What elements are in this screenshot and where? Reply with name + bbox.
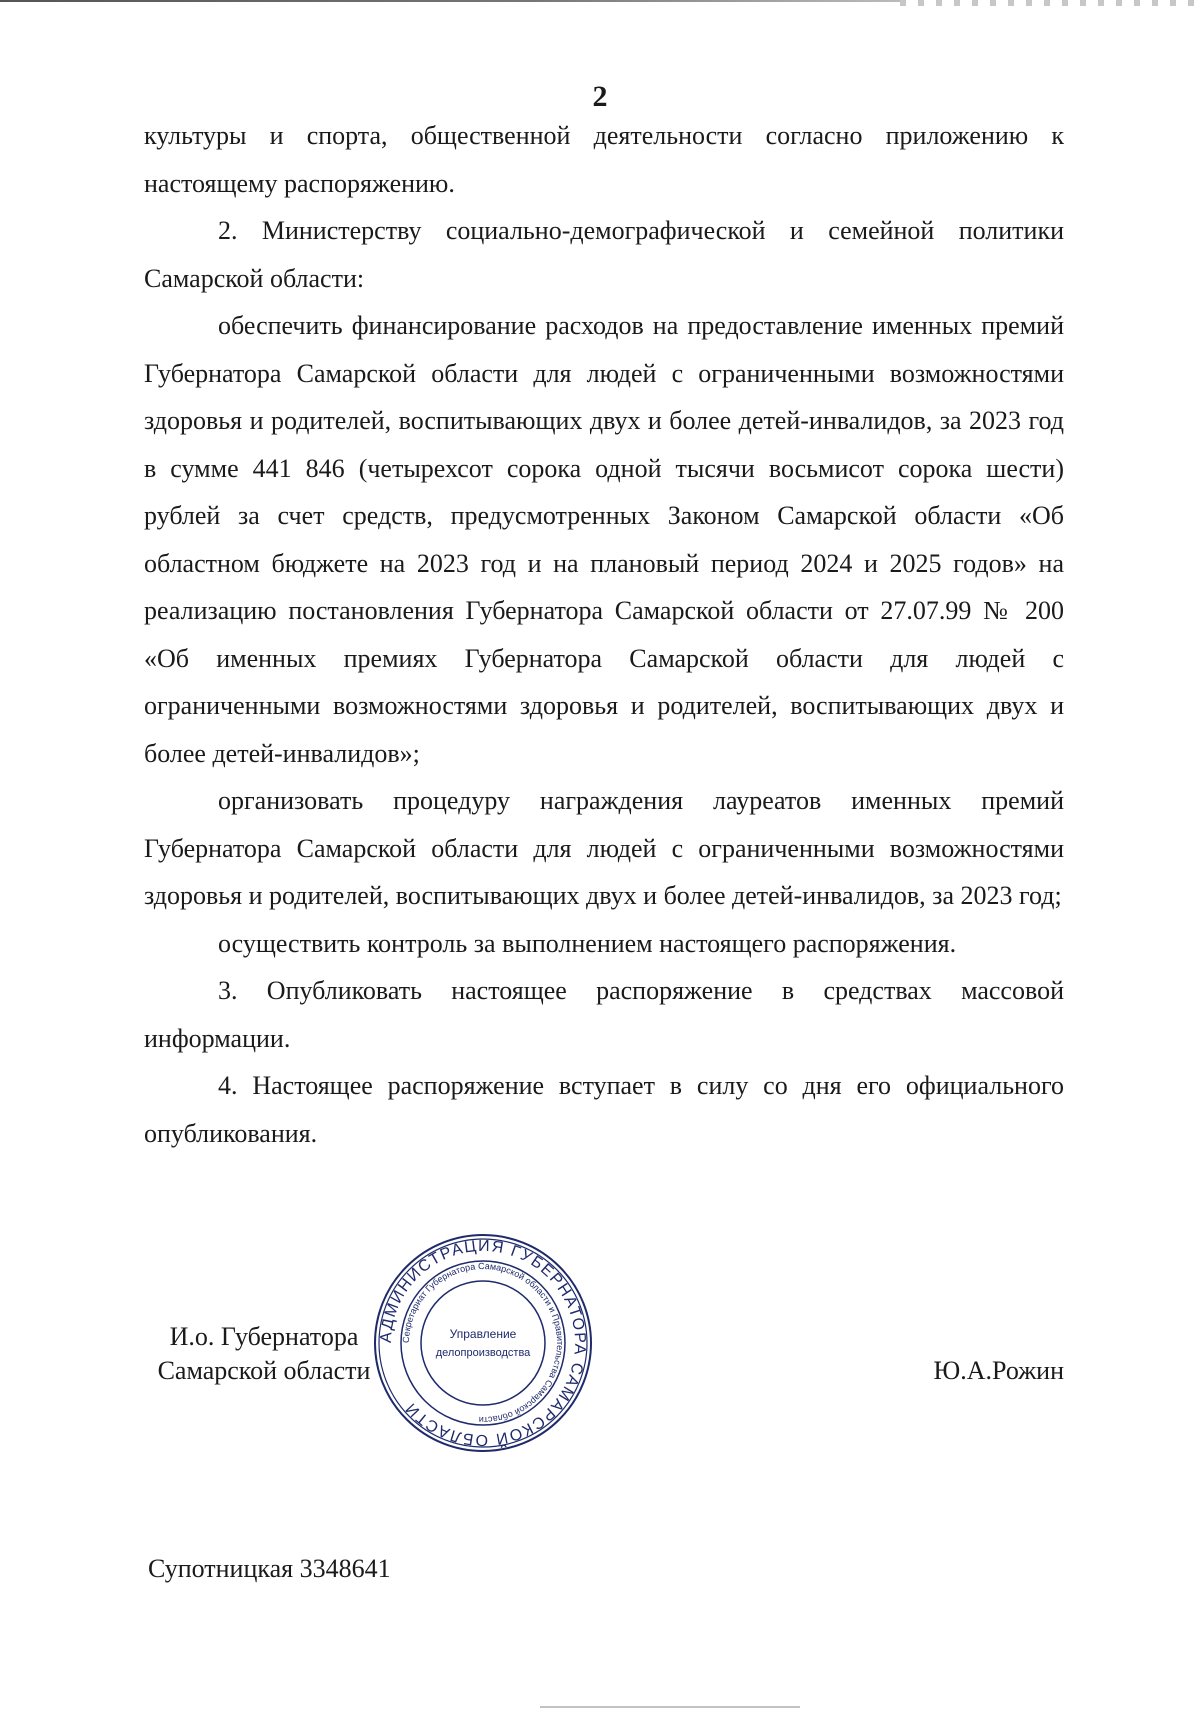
executor-info: Супотницкая 3348641 <box>148 1554 391 1583</box>
scan-specks <box>900 0 1200 6</box>
paragraph-continuation: культуры и спорта, общественной деятельности согласно приложению к настоящему распоряжению. <box>144 121 1064 198</box>
paragraph-control: осуществить контроль за выполнением настоящего распоряжения. <box>218 928 957 958</box>
signature-block <box>144 1320 1064 1400</box>
paragraph-item-3: 3. Опубликовать настоящее распоряжение в средствах массовой информации. <box>144 976 1064 1053</box>
scan-edge-bottom <box>540 1706 800 1708</box>
scan-edge-top <box>0 0 900 2</box>
stamp-center-line2: делопроизводства <box>435 1347 531 1359</box>
signatory-title-line1: И.о. Губернатора <box>169 1322 359 1351</box>
stamp-outer-text: АДМИНИСТРАЦИЯ ГУБЕРНАТОРА САМАРСКОЙ ОБЛАСТИ <box>377 1237 589 1449</box>
stamp-inner-ring <box>421 1281 545 1405</box>
stamp-inner-text: Секретариат Губернатора Самарской области и Правительства Самарской области <box>400 1260 566 1426</box>
page-number: 2 <box>592 80 608 113</box>
document-body <box>144 112 1064 1157</box>
signatory-name: Ю.А.Рожин <box>933 1356 1064 1385</box>
official-stamp <box>372 1232 594 1454</box>
paragraph-item-2: 2. Министерству социально-демографической и семейной политики Самарской области: <box>144 216 1064 293</box>
paragraph-item-4: 4. Настоящее распоряжение вступает в силу со дня его официального опубликования. <box>144 1071 1064 1148</box>
paragraph-award-procedure: организовать процедуру награждения лауреатов именных премий Губернатора Самарской области для людей с ограниченными возможностями здоровья и родителей, воспитывающих двух и более детей-инвалидов, за 2023 год; <box>144 786 1064 910</box>
signatory-title-line2: Самарской области <box>157 1356 371 1385</box>
paragraph-financing: обеспечить финансирование расходов на предоставление именных премий Губернатора Самарской области для людей с ограниченными возможностями здоровья и родителей, воспитывающих двух и более детей-инвалидов, за 2023 год в сумме 441 846 (четырехсот сорока одной тысячи восьмисот сорока шести) рублей за счет средств, предусмотренных Законом Самарской области «Об областном бюджете на 2023 год и на плановый период 2024 и 2025 годов» на реализацию постановления Губернатора Самарской области от 27.07.99 № 200 «Об именных премиях Губернатора Самарской области для людей с ограниченными возможностями здоровья и родителей, воспитывающих двух и более детей-инвалидов»; <box>144 311 1064 768</box>
signatory-title <box>144 1320 384 1388</box>
stamp-center-line1: Управление <box>449 1327 517 1341</box>
